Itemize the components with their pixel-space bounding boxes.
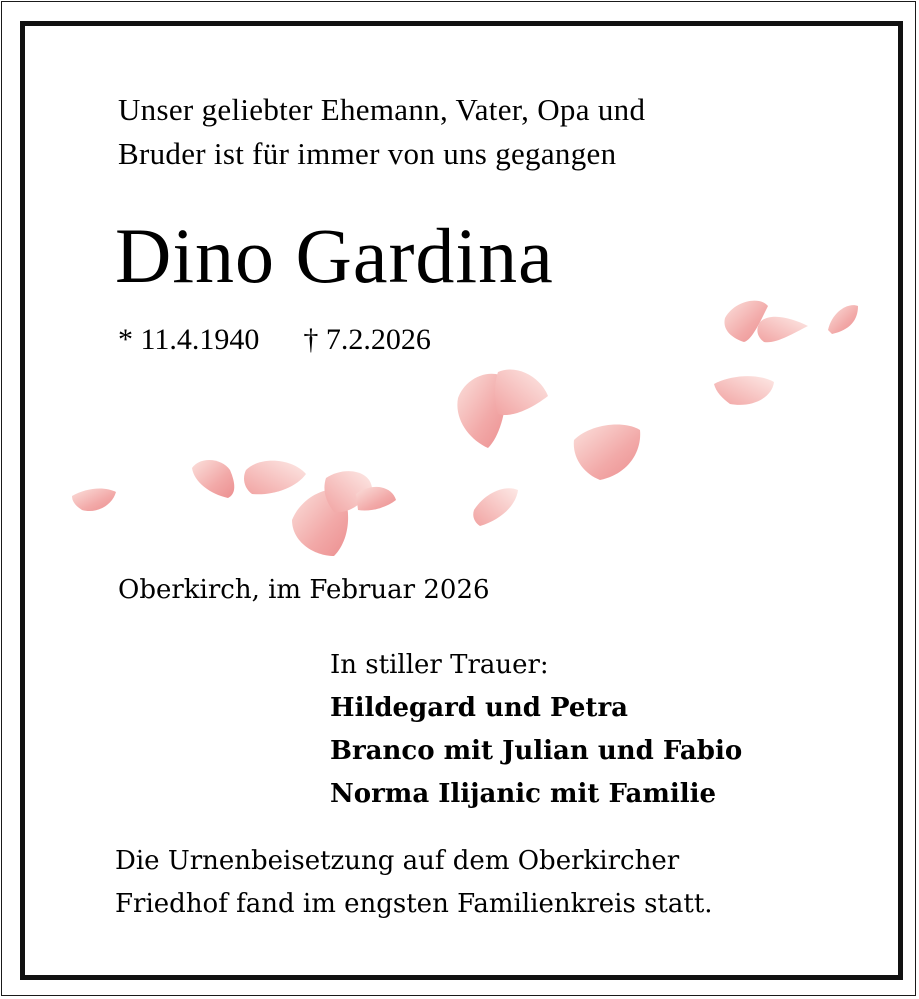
burial-notice: [115, 840, 713, 926]
petal: [495, 369, 548, 415]
mourner-family: Branco mit Julian und Fabio: [330, 736, 743, 766]
petal: [192, 460, 234, 498]
life-dates: [118, 320, 431, 360]
petal: [757, 317, 808, 342]
mourner-family: Hildegard und Petra: [330, 693, 628, 723]
petal: [244, 461, 306, 495]
mourner-family: Norma Ilijanic mit Familie: [330, 779, 717, 809]
deceased-name: Dino Gardina: [115, 212, 554, 299]
petal: [356, 487, 396, 511]
intro-line-1: Unser geliebter Ehemann, Vater, Opa und: [118, 92, 646, 127]
petal: [72, 489, 116, 512]
petal: [473, 488, 518, 526]
petal: [828, 305, 858, 334]
intro-line-2: Bruder ist für immer von uns gegangen: [118, 136, 617, 171]
petal: [574, 425, 640, 480]
place-and-date: Oberkirch, im Februar 2026: [118, 575, 490, 605]
mourners-block: [330, 644, 742, 816]
mourners-heading: In stiller Trauer:: [330, 650, 549, 680]
burial-notice-line-2: Friedhof fand im engsten Familienkreis statt.: [115, 889, 713, 919]
petal: [714, 376, 774, 405]
intro-text: [118, 88, 645, 176]
death-date: † 7.2.2026: [303, 323, 431, 356]
birth-date: * 11.4.1940: [118, 323, 260, 356]
burial-notice-line-1: Die Urnenbeisetzung auf dem Oberkircher: [115, 846, 680, 876]
